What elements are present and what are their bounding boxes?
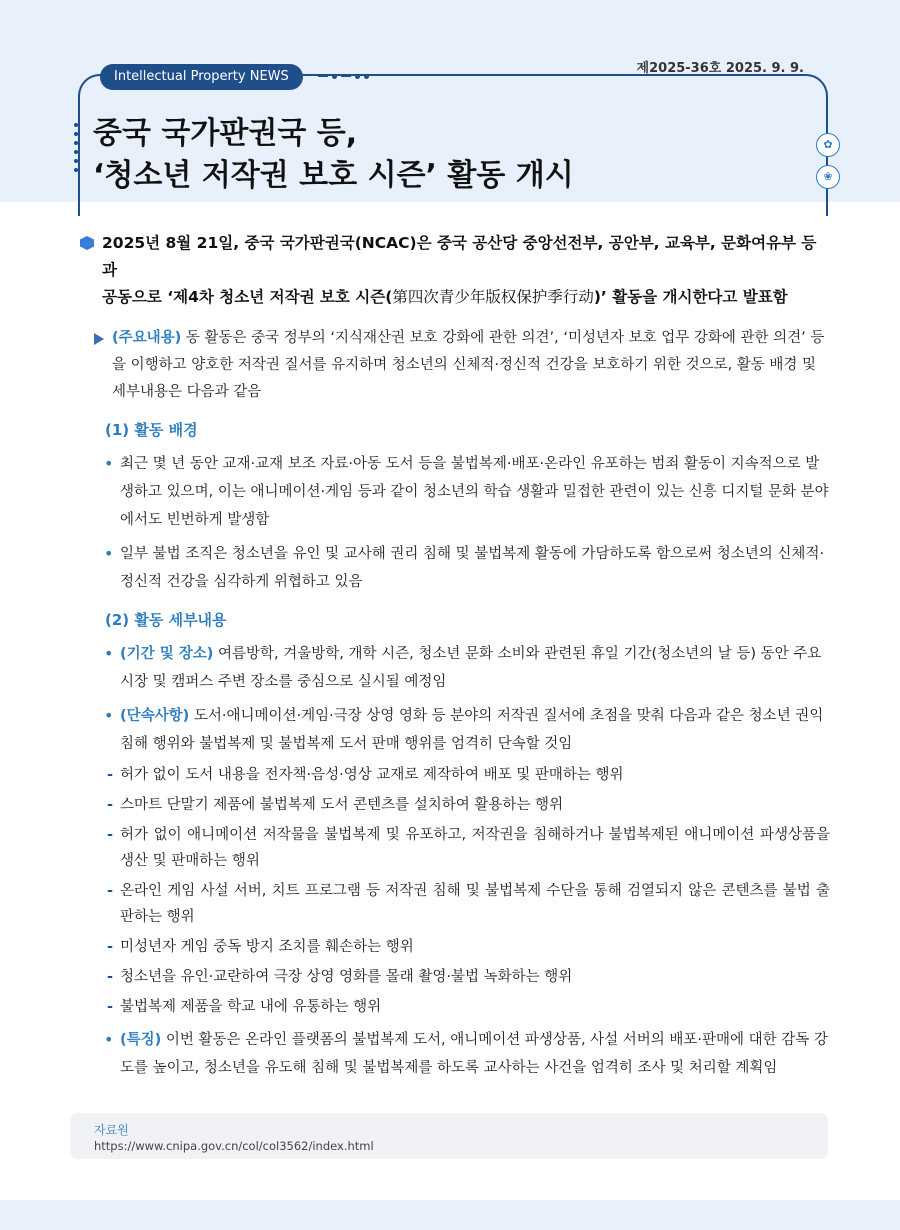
lead-hanzi: 第四次青少年版权保护季行动: [392, 288, 594, 306]
feature-label: (특징): [120, 1032, 162, 1048]
summary-text: 동 활동은 중국 정부의 ‘지식재산권 보호 강화에 관한 의견’, ‘미성년자 보호 업무 강화에 관한 의견’ 등을 이행하고 양호한 저작권 질서를 유지하며 청소년의 신체적·정신적 건강을 보호하기 위한 것으로, 활동 배경 및 세부내용은 다음과 같음: [112, 330, 825, 400]
crackdown-item-7: [80, 994, 830, 1020]
footer-band: [0, 1200, 900, 1230]
seal-emblem-icon: ✿: [816, 133, 840, 157]
dash-marker: -: [107, 999, 114, 1015]
source-label: 자료원: [94, 1123, 129, 1137]
section-heading-background: (1) 활동 배경: [105, 421, 198, 439]
dash-marker: -: [107, 767, 114, 783]
background-bullet-1: [80, 450, 830, 534]
crackdown-item-6: [80, 964, 830, 990]
feature-bullet: [80, 1026, 830, 1082]
lead-paragraph: [80, 230, 830, 311]
issue-number: 제2025-36호 2025. 9. 9.: [636, 61, 804, 76]
dash-text: 온라인 게임 사설 서버, 치트 프로그램 등 저작권 침해 및 불법복제 수단을 통해 검열되지 않은 콘텐츠를 불법 출판하는 행위: [120, 883, 830, 925]
crackdown-item-4: [80, 878, 830, 930]
bullet-dot-icon: •: [104, 544, 114, 563]
crackdown-text: 도서·애니메이션·게임·극장 상영 영화 등 분야의 저작권 질서에 초점을 맞춰 다음과 같은 청소년 권익 침해 행위와 불법복제 및 불법복제 도서 판매 행위를 엄격히 단속할 것임: [120, 708, 824, 752]
summary-label: (주요내용): [112, 330, 182, 346]
crackdown-item-2: [80, 792, 830, 818]
summary-paragraph: [80, 325, 830, 406]
side-dots: [74, 123, 78, 172]
dash-text: 미성년자 게임 중독 방지 조치를 훼손하는 행위: [120, 939, 414, 955]
bullet-dot-icon: •: [104, 644, 114, 663]
page-title: [93, 113, 574, 197]
bullet-dot-icon: •: [104, 706, 114, 725]
cube-bullet-icon: [80, 236, 94, 250]
dash-text: 불법복제 제품을 학교 내에 유통하는 행위: [120, 999, 382, 1015]
bullet-text: 최근 몇 년 동안 교재·교재 보조 자료·아동 도서 등을 불법복제·배포·온라인 유포하는 범죄 활동이 지속적으로 발생하고 있으며, 이는 애니메이션·게임 등과 같이 청소년의 학습 생활과 밀접한 관련이 있는 신흥 디지털 문화 분야에서도 빈번하게 발생함: [120, 456, 829, 528]
lead-line-2: [102, 284, 830, 311]
feature-text: 이번 활동은 온라인 플랫폼의 불법복제 도서, 애니메이션 파생상품, 사설 서버의 배포·판매에 대한 감독 강도를 높이고, 청소년을 유도해 침해 및 불법복제를 하도록 교사하는 사건을 엄격히 조사 및 처리할 계획임: [120, 1032, 828, 1076]
crackdown-item-5: [80, 934, 830, 960]
crackdown-bullet: [80, 702, 830, 758]
crackdown-label: (단속사항): [120, 708, 190, 724]
triangle-arrow-icon: [94, 333, 104, 345]
bullet-dot-icon: •: [104, 454, 114, 473]
section-heading-details: (2) 활동 세부내용: [105, 611, 227, 629]
decorative-dots: [318, 70, 369, 82]
bullet-dot-icon: •: [104, 1030, 114, 1049]
dash-text: 청소년을 유인·교란하여 극장 상영 영화를 몰래 촬영·불법 녹화하는 행위: [120, 969, 573, 985]
crackdown-item-3: [80, 822, 830, 874]
period-text: 여름방학, 겨울방학, 개학 시즌, 청소년 문화 소비와 관련된 휴일 기간(청소년의 날 등) 동안 주요 시장 및 캠퍼스 주변 장소를 중심으로 실시될 예정임: [120, 646, 822, 690]
lead-line-1: 2025년 8월 21일, 중국 국가판권국(NCAC)은 중국 공산당 중앙선전부, 공안부, 교육부, 문화여유부 등과: [102, 234, 817, 279]
period-bullet: [80, 640, 830, 696]
lead-text-a: 공동으로 ‘제4차 청소년 저작권 보호 시즌(: [102, 288, 393, 306]
dash-text: 허가 없이 애니메이션 저작물을 불법복제 및 유포하고, 저작권을 침해하거나 불법복제된 애니메이션 파생상품을 생산 및 판매하는 행위: [120, 827, 830, 869]
source-link[interactable]: https://www.cnipa.gov.cn/col/col3562/index.html: [94, 1139, 374, 1153]
dash-text: 스마트 단말기 제품에 불법복제 도서 콘텐츠를 설치하여 활용하는 행위: [120, 797, 564, 813]
dash-marker: -: [107, 827, 114, 843]
lead-text-b: )’ 활동을 개시한다고 발표함: [593, 288, 788, 306]
period-label: (기간 및 장소): [120, 646, 214, 662]
dash-marker: -: [107, 797, 114, 813]
dash-text: 허가 없이 도서 내용을 전자책·음성·영상 교재로 제작하여 배포 및 판매하는 행위: [120, 767, 624, 783]
bullet-text: 일부 불법 조직은 청소년을 유인 및 교사해 권리 침해 및 불법복제 활동에 가담하도록 함으로써 청소년의 신체적·정신적 건강을 심각하게 위협하고 있음: [120, 546, 825, 590]
newsletter-badge: Intellectual Property NEWS: [100, 64, 303, 90]
title-line-2: ‘청소년 저작권 보호 시즌’ 활동 개시: [93, 158, 574, 193]
circle-emblem-icon: ❀: [816, 165, 840, 189]
source-box: [70, 1113, 828, 1159]
crackdown-item-1: [80, 762, 830, 788]
dash-marker: -: [107, 883, 114, 899]
background-bullet-2: [80, 540, 830, 596]
dash-marker: -: [107, 969, 114, 985]
article-body: [80, 230, 830, 1082]
dash-marker: -: [107, 939, 114, 955]
title-line-1: 중국 국가판권국 등,: [93, 116, 358, 151]
